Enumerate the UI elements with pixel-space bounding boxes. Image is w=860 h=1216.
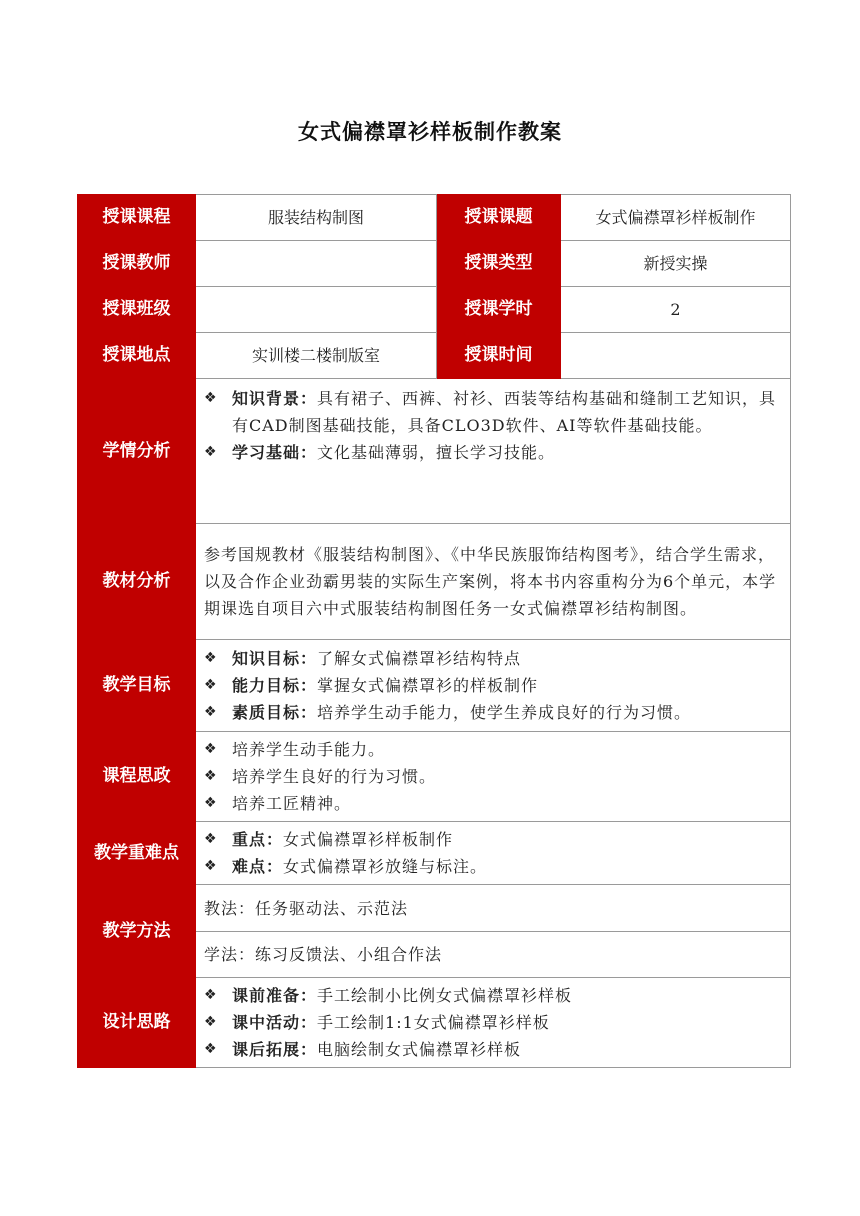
page-title: 女式偏襟罩衫样板制作教案: [298, 120, 562, 144]
bullet-key: 课后拓展：: [232, 1040, 318, 1059]
teacher-value: [196, 241, 437, 287]
time-value: [561, 333, 791, 379]
list-item: [204, 1009, 782, 1036]
time-label: 授课时间: [437, 333, 561, 379]
table-row: [78, 822, 791, 885]
topic-value: 女式偏襟罩衫样板制作: [561, 195, 791, 241]
table-row: [78, 885, 791, 932]
list-item: [204, 982, 782, 1009]
diamond-bullet-icon: ❖: [204, 704, 218, 720]
diamond-bullet-icon: ❖: [204, 795, 218, 811]
learner-analysis-label: 学情分析: [78, 379, 196, 524]
learner-analysis-content: [196, 379, 791, 524]
bullet-text: 手工绘制1:1女式偏襟罩衫样板: [317, 1013, 550, 1032]
class-label: 授课班级: [78, 287, 196, 333]
diamond-bullet-icon: ❖: [204, 650, 218, 666]
design-idea-content: [196, 978, 791, 1068]
table-row: [78, 640, 791, 732]
bullet-text: 培养学生动手能力。: [232, 740, 386, 759]
learning-method-text: 学法：练习反馈法、小组合作法: [196, 932, 791, 978]
bullet-text: 培养工匠精神。: [232, 794, 352, 813]
key-points-label: 教学重难点: [78, 822, 196, 885]
topic-label: 授课课题: [437, 195, 561, 241]
bullet-text: 了解女式偏襟罩衫结构特点: [317, 649, 522, 668]
lesson-plan-table: [77, 194, 791, 1068]
bullet-text: 培养学生良好的行为习惯。: [232, 767, 437, 786]
table-row: [78, 241, 791, 287]
material-analysis-text: 参考国规教材《服装结构制图》、《中华民族服饰结构图考》，结合学生需求，以及合作企业劲霸男装的实际生产案例，将本书内容重构分为6个单元，本学期课选自项目六中式服装结构制图任务一女式偏襟罩衫结构制图。: [196, 524, 791, 640]
bullet-key: 学习基础：: [232, 443, 318, 462]
class-value: [196, 287, 437, 333]
list-item: [204, 853, 782, 880]
diamond-bullet-icon: ❖: [204, 858, 218, 874]
table-row: [78, 978, 791, 1068]
diamond-bullet-icon: ❖: [204, 444, 218, 460]
type-value: 新授实操: [561, 241, 791, 287]
bullet-text: 文化基础薄弱，擅长学习技能。: [317, 443, 556, 462]
bullet-text: 培养学生动手能力，使学生养成良好的行为习惯。: [317, 703, 692, 722]
bullet-key: 素质目标：: [232, 703, 318, 722]
table-row: [78, 732, 791, 822]
bullet-key: 课前准备：: [232, 986, 318, 1005]
material-analysis-label: 教材分析: [78, 524, 196, 640]
list-item: [204, 699, 782, 726]
list-item: [204, 645, 782, 672]
teaching-goals-label: 教学目标: [78, 640, 196, 732]
key-points-content: [196, 822, 791, 885]
diamond-bullet-icon: ❖: [204, 831, 218, 847]
list-item: [204, 790, 782, 817]
diamond-bullet-icon: ❖: [204, 390, 218, 406]
bullet-key: 课中活动：: [232, 1013, 318, 1032]
diamond-bullet-icon: ❖: [204, 1014, 218, 1030]
diamond-bullet-icon: ❖: [204, 987, 218, 1003]
bullet-key: 知识背景：: [232, 389, 318, 408]
bullet-text: 掌握女式偏襟罩衫的样板制作: [317, 676, 539, 695]
table-row: [78, 524, 791, 640]
table-row: [78, 333, 791, 379]
hours-value: 2: [561, 287, 791, 333]
bullet-text: 具有裙子、西裤、衬衫、西装等结构基础和缝制工艺知识，具有CAD制图基础技能，具备CLO3D软件、AI等软件基础技能。: [232, 389, 777, 435]
list-item: [204, 826, 782, 853]
diamond-bullet-icon: ❖: [204, 768, 218, 784]
teaching-methods-label: 教学方法: [78, 885, 196, 978]
list-item: [204, 736, 782, 763]
bullet-key: 难点：: [232, 857, 284, 876]
list-item: [204, 672, 782, 699]
table-row: [78, 287, 791, 333]
design-idea-label: 设计思路: [78, 978, 196, 1068]
list-item: [204, 1036, 782, 1063]
bullet-text: 电脑绘制女式偏襟罩衫样板: [317, 1040, 522, 1059]
course-value: 服装结构制图: [196, 195, 437, 241]
course-label: 授课课程: [78, 195, 196, 241]
bullet-text: 手工绘制小比例女式偏襟罩衫样板: [317, 986, 573, 1005]
table-row: [78, 379, 791, 524]
bullet-text: 女式偏襟罩衫放缝与标注。: [283, 857, 488, 876]
bullet-key: 重点：: [232, 830, 284, 849]
teaching-method-text: 教法：任务驱动法、示范法: [196, 885, 791, 932]
course-ideology-content: [196, 732, 791, 822]
diamond-bullet-icon: ❖: [204, 1041, 218, 1057]
table-row: [78, 195, 791, 241]
diamond-bullet-icon: ❖: [204, 677, 218, 693]
teacher-label: 授课教师: [78, 241, 196, 287]
hours-label: 授课学时: [437, 287, 561, 333]
location-value: 实训楼二楼制版室: [196, 333, 437, 379]
teaching-goals-content: [196, 640, 791, 732]
course-ideology-label: 课程思政: [78, 732, 196, 822]
diamond-bullet-icon: ❖: [204, 741, 218, 757]
list-item: [204, 439, 782, 466]
bullet-key: 能力目标：: [232, 676, 318, 695]
list-item: [204, 763, 782, 790]
list-item: [204, 385, 782, 439]
location-label: 授课地点: [78, 333, 196, 379]
bullet-key: 知识目标：: [232, 649, 318, 668]
type-label: 授课类型: [437, 241, 561, 287]
bullet-text: 女式偏襟罩衫样板制作: [283, 830, 454, 849]
